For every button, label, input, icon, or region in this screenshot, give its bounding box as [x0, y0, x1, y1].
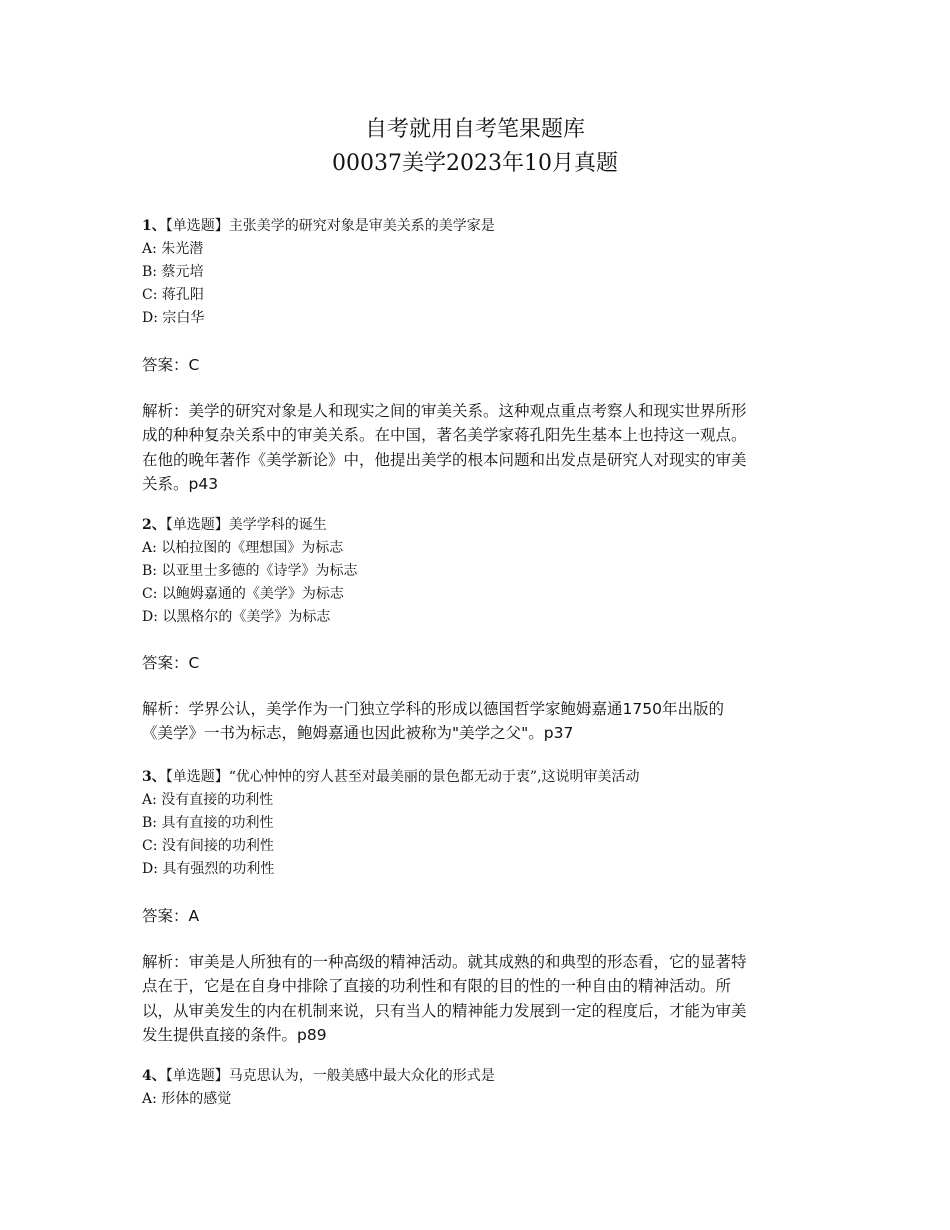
answer-3: 答案：A — [142, 907, 200, 925]
explanation-line: 《美学》一书为标志，鲍姆嘉通也因此被称为"美学之父"。p37 — [142, 724, 574, 743]
answer-1: 答案：C — [142, 356, 200, 374]
option-b: B: 蔡元培 — [142, 264, 204, 280]
option-b: B: 以亚里士多德的《诗学》为标志 — [142, 563, 358, 579]
question-stem — [142, 1065, 812, 1088]
option-a: A: 没有直接的功利性 — [142, 792, 274, 808]
question-text: “优心忡忡的穷人甚至对最美丽的景色都无动于衷”,这说明审美活动 — [228, 769, 640, 785]
option-a: A: 以柏拉图的《理想国》为标志 — [142, 540, 344, 556]
question-type: 【单选题】 — [165, 1068, 229, 1084]
document-subtitle: 00037美学2023年10月真题 — [332, 151, 618, 176]
explanation-3 — [142, 950, 812, 1047]
question-text: 美学学科的诞生 — [228, 517, 327, 533]
option-d: D: 以黑格尔的《美学》为标志 — [142, 609, 331, 625]
option-a: A: 形体的感觉 — [142, 1091, 232, 1107]
answer-2: 答案：C — [142, 654, 200, 672]
question-number: 1、 — [142, 218, 166, 234]
option-d: D: 宗白华 — [142, 310, 205, 326]
question-text: 主张美学的研究对象是审美关系的美学家是 — [228, 218, 495, 234]
explanation-line: 成的种种复杂关系中的审美关系。在中国，著名美学家蒋孔阳先生基本上也持这一观点。 — [142, 426, 747, 445]
question-stem — [142, 215, 812, 238]
question-3 — [142, 766, 812, 881]
option-a: A: 朱光潜 — [142, 241, 204, 257]
option-c: C: 没有间接的功利性 — [142, 838, 274, 854]
explanation-2 — [142, 697, 812, 746]
explanation-line: 在他的晚年著作《美学新论》中，他提出美学的根本问题和出发点是研究人对现实的审美 — [142, 450, 747, 469]
question-number: 2、 — [142, 517, 166, 533]
explanation-line: 点在于，它是在自身中排除了直接的功利性和有限的目的性的一种自由的精神活动。所 — [142, 977, 732, 996]
explanation-line: 以，从审美发生的内在机制来说，只有当人的精神能力发展到一定的程度后，才能为审美 — [142, 1001, 747, 1020]
document-title: 自考就用自考笔果题库 — [364, 117, 585, 142]
question-stem — [142, 514, 812, 537]
explanation-line: 解析：审美是人所独有的一种高级的精神活动。就其成熟的和典型的形态看，它的显著特 — [142, 953, 747, 971]
option-b: B: 具有直接的功利性 — [142, 815, 274, 831]
question-number: 3、 — [142, 769, 166, 785]
explanation-line: 关系。p43 — [142, 474, 219, 493]
question-type: 【单选题】 — [165, 769, 229, 785]
question-4 — [142, 1065, 812, 1111]
explanation-line: 解析：美学的研究对象是人和现实之间的审美关系。这种观点重点考察人和现实世界所形 — [142, 402, 747, 420]
question-type: 【单选题】 — [165, 218, 229, 234]
option-c: C: 蒋孔阳 — [142, 287, 204, 303]
explanation-1 — [142, 399, 812, 496]
question-type: 【单选题】 — [165, 517, 229, 533]
question-stem — [142, 766, 812, 789]
question-text: 马克思认为，一般美感中最大众化的形式是 — [228, 1068, 495, 1084]
question-2 — [142, 514, 812, 629]
question-1 — [142, 215, 812, 330]
explanation-line: 发生提供直接的条件。p89 — [142, 1025, 327, 1044]
option-d: D: 具有强烈的功利性 — [142, 861, 275, 877]
explanation-line: 解析：学界公认，美学作为一门独立学科的形成以德国哲学家鲍姆嘉通1750年出版的 — [142, 700, 724, 718]
question-number: 4、 — [142, 1068, 166, 1084]
option-c: C: 以鲍姆嘉通的《美学》为标志 — [142, 586, 344, 602]
